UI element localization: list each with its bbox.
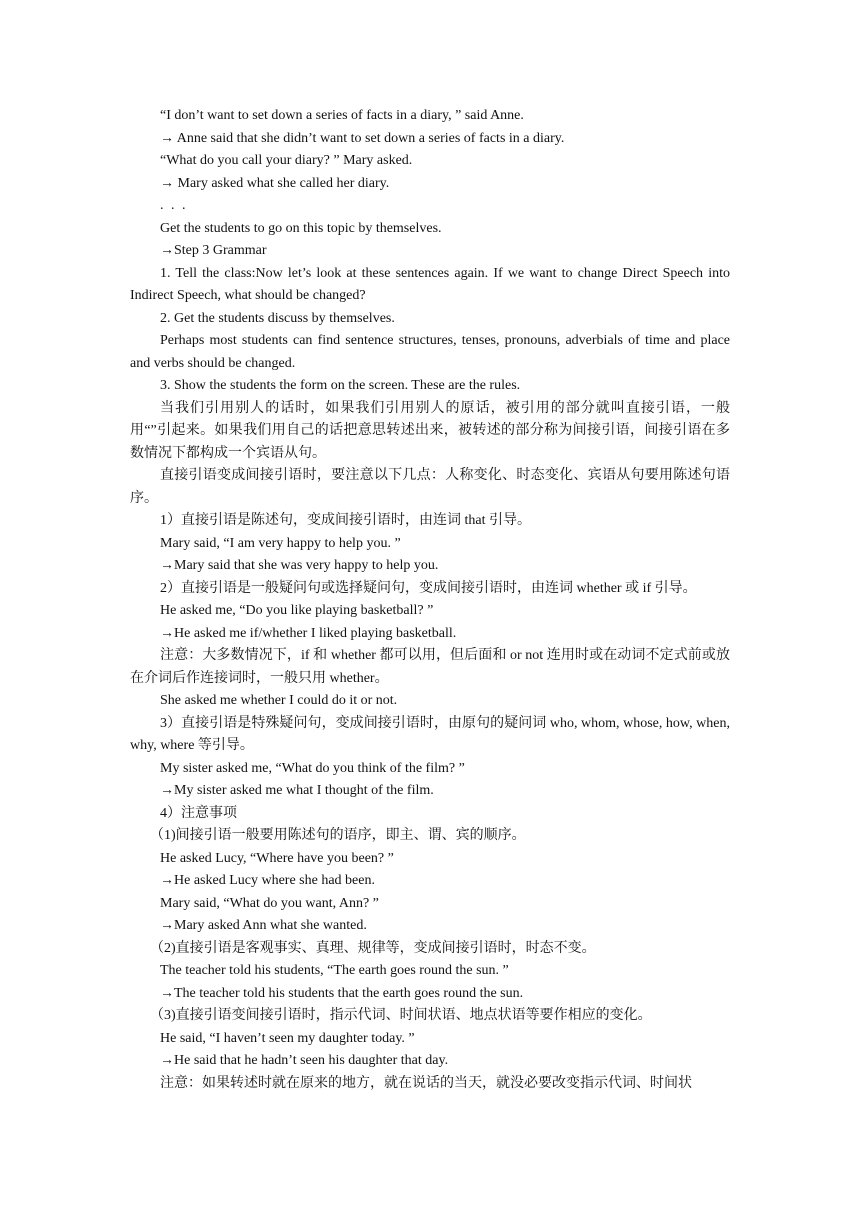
example-sentence: He asked me, “Do you like playing basketball? ”	[160, 603, 434, 618]
note-paragraph: 注意：如果转述时就在原来的地方，就在说话的当天，就没必要改变指示代词、时间状	[160, 1075, 692, 1091]
paragraph: → Mary asked what she called her diary.	[160, 175, 390, 191]
sub-rule-item: （1)间接引语一般要用陈述句的语序，即主、谓、宾的顺序。	[150, 828, 526, 843]
paragraph: 3. Show the students the form on the screen. These are the rules.	[160, 378, 521, 393]
rule-item: 3）直接引语是特殊疑问句，变成间接引语时，由原句的疑问词 who, whom, whose, how, when, why, where 等引导。	[130, 715, 730, 753]
paragraph: Get the students to go on this topic by themselves.	[160, 220, 442, 236]
rule-item: 4）注意事项	[160, 805, 237, 821]
paragraph: 1. Tell the class:Now let’s look at these sentences again. If we want to change Direct Speech into Indirect Speech, what should be changed?	[130, 265, 730, 303]
rule-item: 1）直接引语是陈述句，变成间接引语时，由连词 that 引导。	[160, 513, 531, 528]
paragraph: 当我们引用别人的话时，如果我们引用别人的原话，被引用的部分就叫直接引语，一般用“”引起来。如果我们用自己的话把意思转述出来，被转述的部分称为间接引语，间接引语在多数情况下都构成一个宾语从句。	[130, 400, 730, 461]
step-heading: →Step 3 Grammar	[160, 243, 267, 258]
example-sentence: The teacher told his students, “The earth goes round the sun. ”	[160, 963, 509, 978]
paragraph: “What do you call your diary? ” Mary asked.	[160, 153, 413, 168]
example-sentence: →He said that he hadn’t seen his daughter that day.	[160, 1053, 449, 1068]
paragraph: → Anne said that she didn’t want to set down a series of facts in a diary.	[160, 130, 565, 146]
example-sentence: Mary said, “What do you want, Ann? ”	[160, 895, 379, 911]
document-page	[130, 105, 730, 1095]
example-sentence: →Mary asked Ann what she wanted.	[160, 918, 367, 933]
paragraph: Perhaps most students can find sentence structures, tenses, pronouns, adverbials of time and place and verbs should be changed.	[130, 333, 730, 371]
sub-rule-item: （3)直接引语变间接引语时，指示代词、时间状语、地点状语等要作相应的变化。	[150, 1008, 652, 1023]
note-paragraph: 注意：大多数情况下，if 和 whether 都可以用，但后面和 or not 连用时或在动词不定式前或放在介词后作连接词时，一般只用 whether。	[130, 648, 730, 686]
paragraph: 直接引语变成间接引语时，要注意以下几点：人称变化、时态变化、宾语从句要用陈述句语序。	[130, 468, 730, 506]
paragraph: 2. Get the students discuss by themselves.	[160, 310, 395, 326]
example-sentence: Mary said, “I am very happy to help you. ”	[160, 535, 401, 551]
rule-item: 2）直接引语是一般疑问句或选择疑问句，变成间接引语时，由连词 whether 或 if 引导。	[160, 580, 697, 596]
example-sentence: →The teacher told his students that the earth goes round the sun.	[160, 985, 524, 1001]
example-sentence: My sister asked me, “What do you think of the film? ”	[160, 760, 465, 776]
example-sentence: →My sister asked me what I thought of the film.	[160, 783, 434, 798]
ellipsis: . . .	[160, 198, 188, 213]
sub-rule-item: （2)直接引语是客观事实、真理、规律等，变成间接引语时，时态不变。	[150, 940, 596, 956]
example-sentence: →He asked Lucy where she had been.	[160, 873, 375, 888]
example-sentence: He said, “I haven’t seen my daughter today. ”	[160, 1030, 415, 1046]
example-sentence: →He asked me if/whether I liked playing basketball.	[160, 625, 457, 641]
example-sentence: →Mary said that she was very happy to help you.	[160, 558, 439, 573]
example-sentence: She asked me whether I could do it or not.	[160, 693, 398, 708]
paragraph: “I don’t want to set down a series of facts in a diary, ” said Anne.	[160, 108, 524, 123]
example-sentence: He asked Lucy, “Where have you been? ”	[160, 850, 394, 866]
